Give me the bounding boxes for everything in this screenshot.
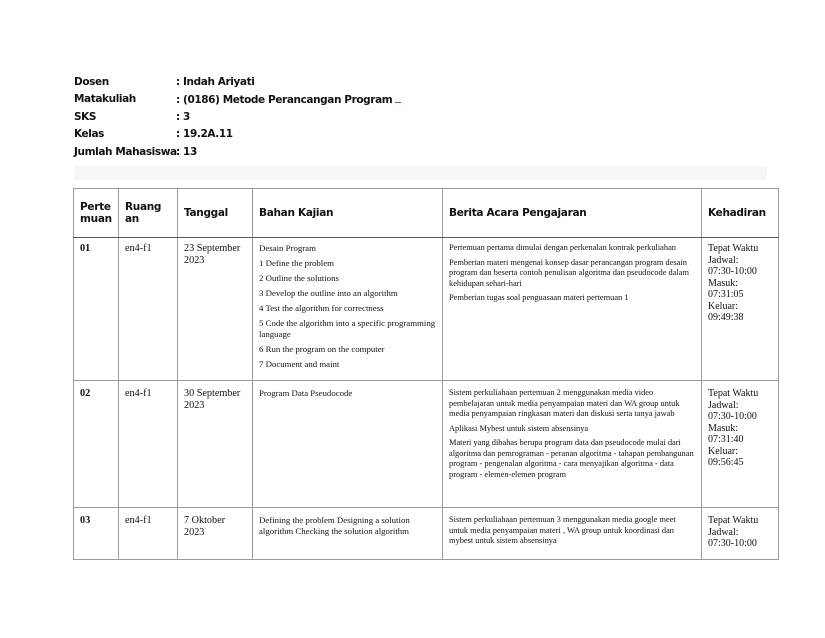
cell-bahan-kajian bbox=[253, 381, 443, 508]
kelas-value: : 19.2A.11 bbox=[176, 128, 233, 141]
berita-paragraph: Pertemuan pertama dimulai dengan perkenalan kontrak perkuliahan bbox=[449, 243, 676, 252]
cell-kehadiran bbox=[702, 381, 779, 508]
info-row-kelas bbox=[74, 126, 401, 144]
cell-pertemuan: 02 bbox=[74, 381, 119, 508]
cell-ruangan: en4-f1 bbox=[119, 381, 178, 508]
kehadiran-line: Masuk: bbox=[708, 277, 738, 289]
bahan-line: 5 Code the algorithm into a specific programming language bbox=[259, 318, 436, 339]
berita-paragraph: Sistem perkuliahaan pertemuan 3 menggunakan media google meet untuk media penyampaian materi , WA group untuk koordinasi dan mybest untuk sistem absensinya bbox=[449, 515, 676, 545]
kehadiran-line: 07:31:05 bbox=[708, 289, 744, 300]
berita-paragraph: Materi yang dibahas berupa program data dan pseudocode mulai dari algoritma dan pemrograman - peranan algoritma - tahapan pembangunan program - pengenalan algoritma - cara menyajikan algoritma - data program - elemen-elemen program bbox=[449, 438, 694, 479]
table-row bbox=[74, 381, 779, 508]
kehadiran-line: Jadwal: bbox=[708, 399, 739, 411]
header-tanggal: Tanggal bbox=[178, 189, 253, 238]
separator-band bbox=[74, 166, 767, 180]
kelas-label: Kelas bbox=[74, 128, 105, 141]
bahan-line: 2 Outline the solutions bbox=[259, 273, 339, 283]
kehadiran-line: 07:30-10:00 bbox=[708, 538, 757, 549]
course-info bbox=[74, 73, 401, 161]
cell-tanggal: 30 September 2023 bbox=[178, 381, 253, 508]
kehadiran-line: Jadwal: bbox=[708, 254, 739, 266]
cursor-mark bbox=[395, 92, 401, 103]
kehadiran-status: Tepat Waktu bbox=[708, 243, 759, 254]
header-ruangan: Ruang an bbox=[119, 189, 178, 238]
berita-paragraph: Sistem perkuliahaan pertemuan 2 menggunakan media video pembelajaran untuk media penyampaian materi dan WA group untuk media penyampaian ringkasan materi dan diskusi serta tanya jawab bbox=[449, 388, 680, 418]
dosen-label: Dosen bbox=[74, 75, 109, 88]
bahan-line: 4 Test the algorithm for correctness bbox=[259, 303, 384, 313]
matakuliah-value-text: : (0186) Metode Perancangan Program bbox=[176, 94, 393, 107]
info-row-jumlah bbox=[74, 143, 401, 161]
header-berita-acara: Berita Acara Pengajaran bbox=[443, 189, 702, 238]
cell-bahan-kajian bbox=[253, 508, 443, 560]
cell-bahan-kajian bbox=[253, 238, 443, 381]
kehadiran-line: Jadwal: bbox=[708, 526, 739, 538]
cell-kehadiran bbox=[702, 238, 779, 381]
cell-pertemuan: 03 bbox=[74, 508, 119, 560]
kehadiran-status: Tepat Waktu bbox=[708, 388, 759, 399]
kehadiran-line: Keluar: bbox=[708, 300, 738, 312]
kehadiran-line: Keluar: bbox=[708, 445, 738, 457]
cell-berita-acara bbox=[443, 381, 702, 508]
table-row bbox=[74, 238, 779, 381]
attendance-table bbox=[73, 188, 779, 560]
cell-berita-acara bbox=[443, 508, 702, 560]
header-kehadiran: Kehadiran bbox=[702, 189, 779, 238]
table-row bbox=[74, 508, 779, 560]
sks-label: SKS bbox=[74, 110, 97, 123]
berita-paragraph: Aplikasi Mybest untuk sistem absensinya bbox=[449, 423, 589, 433]
header-bahan-kajian: Bahan Kajian bbox=[253, 189, 443, 238]
bahan-line: Desain Program bbox=[259, 243, 316, 253]
bahan-line: 7 Document and maint bbox=[259, 359, 340, 369]
bahan-line: 3 Develop the outline into an algorithm bbox=[259, 288, 398, 298]
cell-ruangan: en4-f1 bbox=[119, 508, 178, 560]
cell-berita-acara bbox=[443, 238, 702, 381]
bahan-line: Program Data Pseudocode bbox=[259, 388, 353, 398]
kehadiran-line: Masuk: bbox=[708, 422, 738, 434]
kehadiran-status: Tepat Waktu bbox=[708, 515, 759, 526]
jumlah-value: : 13 bbox=[176, 145, 197, 158]
sks-value: : 3 bbox=[176, 110, 190, 123]
bahan-line: 6 Run the program on the computer bbox=[259, 344, 385, 354]
kehadiran-line: 07:30-10:00 bbox=[708, 411, 757, 422]
matakuliah-label: Matakuliah bbox=[74, 93, 136, 106]
table-header-row bbox=[74, 189, 779, 238]
cell-tanggal: 7 Oktober 2023 bbox=[178, 508, 253, 560]
header-pertemuan: Perte muan bbox=[74, 189, 119, 238]
cell-pertemuan: 01 bbox=[74, 238, 119, 381]
bahan-line: 1 Define the problem bbox=[259, 258, 334, 268]
berita-paragraph: Pemberian tugas soal penguasaan materi pertemuan 1 bbox=[449, 293, 629, 302]
matakuliah-value bbox=[176, 92, 401, 106]
jumlah-label: Jumlah Mahasiswa bbox=[74, 145, 177, 158]
kehadiran-line: 09:49:38 bbox=[708, 312, 744, 323]
info-row-dosen bbox=[74, 73, 401, 91]
info-row-sks bbox=[74, 108, 401, 126]
cell-kehadiran bbox=[702, 508, 779, 560]
info-row-matakuliah bbox=[74, 91, 401, 109]
berita-paragraph: Pemberian materi mengenai konsep dasar perancangan program desain program dan beserta contoh penulisan algoritma dan pseudocode dalam kehidupan sehari-hari bbox=[449, 257, 690, 288]
kehadiran-line: 09:56:45 bbox=[708, 457, 744, 468]
dosen-value: : Indah Ariyati bbox=[176, 75, 255, 88]
cell-tanggal: 23 September 2023 bbox=[178, 238, 253, 381]
bahan-line: Defining the problem Designing a solution algorithm Checking the solution algorithm bbox=[259, 515, 410, 536]
kehadiran-line: 07:30-10:00 bbox=[708, 266, 757, 277]
kehadiran-line: 07:31:40 bbox=[708, 434, 744, 445]
cell-ruangan: en4-f1 bbox=[119, 238, 178, 381]
